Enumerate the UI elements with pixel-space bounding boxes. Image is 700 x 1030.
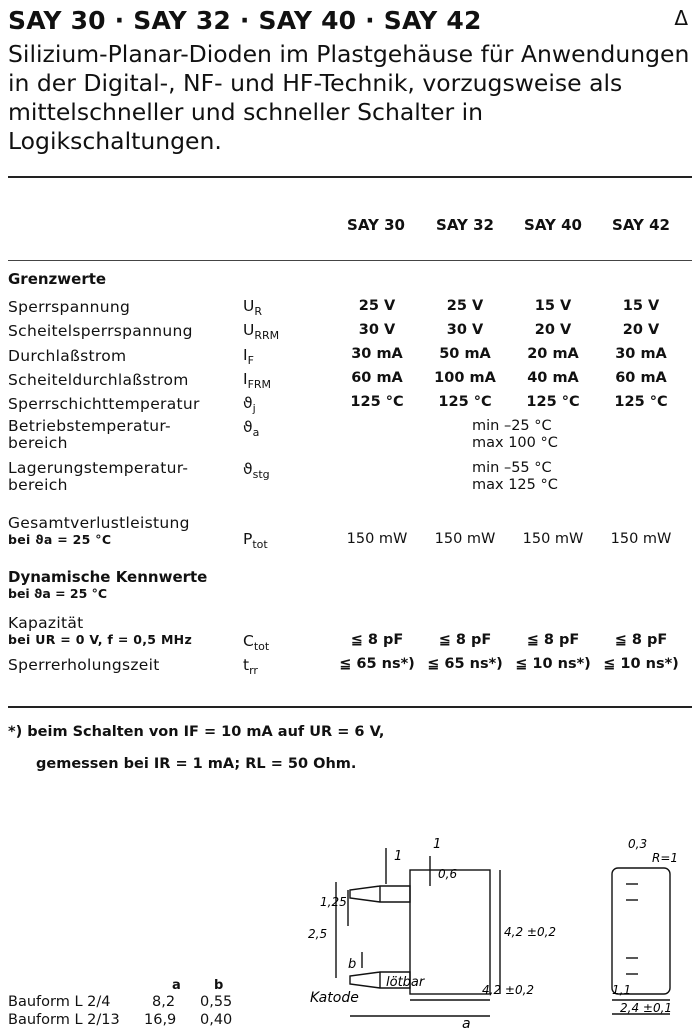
symbol-tstg: $ϑ_{stg}$	[243, 460, 270, 482]
column-say32: SAY 32	[436, 216, 494, 234]
dim-42-vert: 4,2 ±0,2	[504, 925, 557, 939]
section-dynamische-kennwerte	[8, 568, 207, 601]
bauform-head-b: b	[214, 978, 224, 993]
symbol-trr: $t_{rr}$	[243, 656, 258, 678]
dim-42-horiz: 4,2 ±0,2	[482, 983, 535, 997]
footnote-line-2: gemessen bei IR = 1 mA; RL = 50 Ohm.	[36, 756, 357, 772]
value-cell: ≦ 8 pF	[438, 632, 492, 648]
description: Silizium-Planar-Dioden im Plastgehäuse für Anwendungen in der Digital-, NF- und HF-Technik, vorzugsweise als mittelschneller und schneller Schalter in Logikschaltungen.	[8, 40, 690, 155]
range-lagerung	[472, 460, 558, 494]
column-say30: SAY 30	[347, 216, 405, 234]
label-lagerungstemperaturbereich: Lagerungstemperatur-bereich	[8, 459, 189, 494]
value-cell: ≦ 8 pF	[526, 632, 580, 648]
dim-25: 2,5	[308, 927, 328, 941]
value-cell: 150 mW	[522, 531, 584, 547]
value-cell: 30 V	[446, 322, 484, 338]
value-cell: 125 °C	[438, 394, 492, 410]
footnote-line-1: *) beim Schalten von IF = 10 mA auf UR = 6 V,	[8, 724, 385, 740]
value-cell: ≦ 10 ns*)	[515, 656, 591, 672]
symbol-ifrm: $I_{FRM}$	[243, 370, 272, 392]
value-cell: ≦ 65 ns*)	[339, 656, 415, 672]
condition-text: bei ϑa = 25 °C	[8, 586, 108, 601]
value-cell: 100 mA	[434, 370, 496, 386]
bauform-b: 0,55	[200, 994, 233, 1010]
section-grenzwerte: Grenzwerte	[8, 270, 107, 288]
label-gesamtverlustleistung	[8, 514, 190, 547]
bauform-a: 16,9	[144, 1012, 177, 1028]
bauform-row	[8, 1012, 233, 1028]
label-betriebstemperaturbereich: Betriebstemperatur-bereich	[8, 417, 171, 452]
label-sperrerholungszeit: Sperrerholungszeit	[8, 656, 160, 674]
bauform-label: Bauform L 2/4	[8, 994, 111, 1010]
symbol-tj: $ϑ_j$	[243, 394, 256, 416]
value-cell: 50 mA	[439, 346, 491, 362]
label-durchlassstrom: Durchlaßstrom	[8, 347, 127, 365]
package-drawing	[290, 828, 690, 1028]
label-loetbar: lötbar	[386, 975, 425, 990]
divider-bottom	[8, 706, 692, 708]
value-cell: ≦ 8 pF	[614, 632, 668, 648]
value-cell: 30 V	[358, 322, 396, 338]
value-cell: ≦ 8 pF	[350, 632, 404, 648]
value-cell: 20 V	[622, 322, 660, 338]
symbol-ptot: $P_{tot}$	[243, 530, 268, 552]
value-cell: 125 °C	[350, 394, 404, 410]
page-title: SAY 30 · SAY 32 · SAY 40 · SAY 42	[8, 6, 482, 35]
label-sperrschichttemperatur: Sperrschichttemperatur	[8, 395, 200, 413]
label-scheitelsperrspannung: Scheitelsperrspannung	[8, 322, 193, 340]
value-cell: 25 V	[358, 298, 396, 314]
label-sperrspannung: Sperrspannung	[8, 298, 131, 316]
dim-11: 1,1	[612, 983, 632, 997]
value-cell: 150 mW	[610, 531, 672, 547]
dim-06: 0,6	[438, 867, 458, 881]
value-cell: ≦ 10 ns*)	[603, 656, 679, 672]
condition-text: bei UR = 0 V, f = 0,5 MHz	[8, 632, 193, 647]
range-max: max 100 °C	[472, 435, 558, 451]
section-heading: Dynamische Kennwerte	[8, 568, 208, 586]
bauform-a: 8,2	[152, 994, 176, 1010]
side-view	[612, 868, 670, 994]
value-cell: 150 mW	[346, 531, 408, 547]
bauform-b: 0,40	[200, 1012, 233, 1028]
range-min: min –25 °C	[472, 418, 552, 434]
bauform-label: Bauform L 2/13	[8, 1012, 120, 1028]
label-text: Gesamtverlustleistung	[8, 514, 190, 532]
upper-lead	[350, 886, 410, 902]
dim-1-left: 1	[394, 849, 403, 864]
symbol-ta: $ϑ_a$	[243, 418, 260, 440]
bauform-head-a: a	[172, 978, 181, 993]
value-cell: 125 °C	[526, 394, 580, 410]
dim-b: b	[348, 957, 357, 972]
label-scheiteldurchlassstrom: Scheiteldurchlaßstrom	[8, 371, 189, 389]
value-cell: 60 mA	[351, 370, 403, 386]
range-betrieb	[472, 418, 558, 452]
divider-header	[8, 260, 692, 261]
dim-a: a	[462, 1016, 471, 1028]
value-cell: 25 V	[446, 298, 484, 314]
symbol-ur: $U_R$	[243, 297, 263, 319]
dim-24: 2,4 ±0,1	[620, 1001, 673, 1015]
value-cell: 20 V	[534, 322, 572, 338]
symbol-if: $I_F$	[243, 346, 254, 368]
value-cell: 150 mW	[434, 531, 496, 547]
range-max: max 125 °C	[472, 477, 558, 493]
value-cell: 20 mA	[527, 346, 579, 362]
divider-top	[8, 176, 692, 178]
value-cell: 30 mA	[615, 346, 667, 362]
value-cell: 15 V	[622, 298, 660, 314]
column-say42: SAY 42	[612, 216, 670, 234]
range-min: min –55 °C	[472, 460, 552, 476]
value-cell: 125 °C	[614, 394, 668, 410]
symbol-urrm: $U_{RRM}$	[243, 321, 280, 343]
dim-125: 1,25	[320, 895, 347, 909]
value-cell: 60 mA	[615, 370, 667, 386]
dim-03: 0,3	[628, 837, 648, 851]
delta-mark: Δ	[674, 6, 688, 30]
condition-text: bei ϑa = 25 °C	[8, 532, 112, 547]
symbol-ctot: $C_{tot}$	[243, 632, 270, 654]
value-cell: 40 mA	[527, 370, 579, 386]
value-cell: 15 V	[534, 298, 572, 314]
dim-1-top: 1	[433, 837, 442, 852]
label-katode: Katode	[310, 990, 359, 1006]
bauform-row	[8, 994, 233, 1010]
label-kapazitaet	[8, 614, 192, 647]
column-say40: SAY 40	[524, 216, 582, 234]
value-cell: 30 mA	[351, 346, 403, 362]
dim-r1: R=1	[652, 851, 679, 865]
label-text: Kapazität	[8, 614, 84, 632]
value-cell: ≦ 65 ns*)	[427, 656, 503, 672]
